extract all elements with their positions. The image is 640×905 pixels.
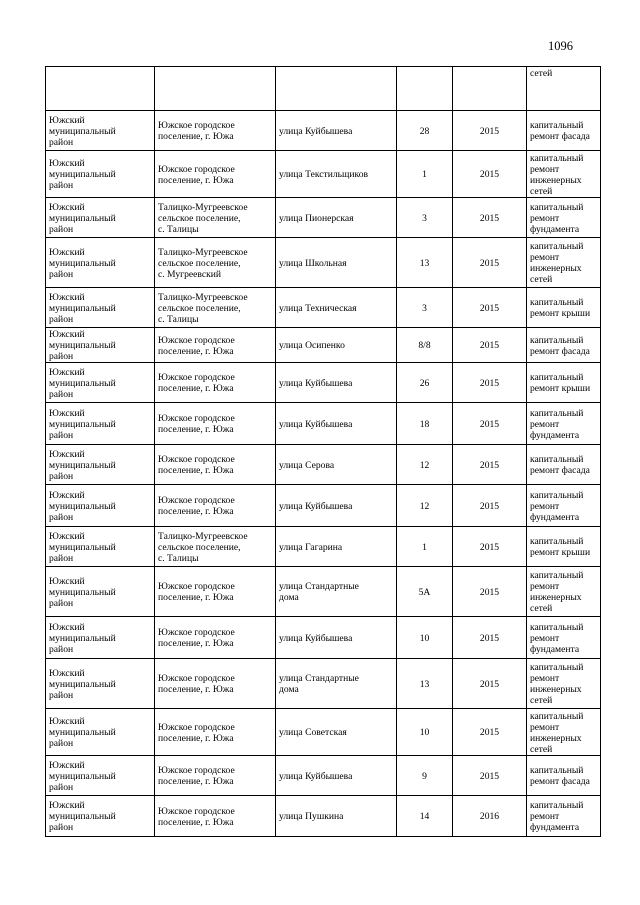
house-number-cell xyxy=(397,617,453,659)
street-cell xyxy=(276,756,397,796)
work-type-cell xyxy=(527,445,601,485)
work-type-cell xyxy=(527,796,601,837)
settlement-cell xyxy=(155,527,276,567)
work-type-text: капитальный ремонт фундамента xyxy=(530,407,584,441)
year-text: 2015 xyxy=(479,418,500,430)
street-cell xyxy=(276,67,397,111)
table-row xyxy=(46,288,601,328)
street-text: улица Куйбышева xyxy=(279,632,353,644)
region-text: Южский муниципальный район xyxy=(49,489,116,523)
house-number-cell xyxy=(397,328,453,363)
year-text: 2015 xyxy=(479,212,500,224)
settlement-cell xyxy=(155,403,276,445)
table-row xyxy=(46,151,601,198)
region-text: Южский муниципальный район xyxy=(49,201,116,235)
street-text: улица Пионерская xyxy=(279,212,354,224)
house-number-text: 12 xyxy=(419,500,430,512)
house-number-cell xyxy=(397,111,453,151)
work-type-cell xyxy=(527,659,601,709)
settlement-text: Южское городское поселение, г. Южа xyxy=(158,673,235,695)
region-cell xyxy=(46,796,155,837)
settlement-cell xyxy=(155,67,276,111)
house-number-cell xyxy=(397,363,453,403)
street-cell xyxy=(276,403,397,445)
settlement-text: Южское городское поселение, г. Южа xyxy=(158,454,235,476)
region-cell xyxy=(46,617,155,659)
year-cell xyxy=(453,151,527,198)
street-text: улица Осипенко xyxy=(279,340,345,351)
work-type-text: капитальный ремонт крыши xyxy=(530,297,591,319)
continuation-row xyxy=(46,67,601,111)
settlement-text: Южское городское поселение, г. Южа xyxy=(158,805,235,828)
work-type-cell xyxy=(527,527,601,567)
settlement-text: Южское городское поселение, г. Южа xyxy=(158,413,235,435)
year-cell xyxy=(453,796,527,837)
region-cell xyxy=(46,709,155,756)
house-number-cell xyxy=(397,527,453,567)
settlement-cell xyxy=(155,363,276,403)
street-text: улица Школьная xyxy=(279,257,347,269)
house-number-cell xyxy=(397,485,453,527)
region-text: Южский муниципальный район xyxy=(49,448,116,482)
region-cell xyxy=(46,328,155,363)
house-number-cell xyxy=(397,151,453,198)
year-cell xyxy=(453,659,527,709)
work-type-cell xyxy=(527,288,601,328)
settlement-text: Южское городское поселение, г. Южа xyxy=(158,163,235,186)
house-number-text: 8/8 xyxy=(418,340,431,351)
work-type-text: капитальный ремонт фасада xyxy=(530,454,590,476)
work-type-text: капитальный ремонт крыши xyxy=(530,372,591,394)
year-text: 2015 xyxy=(479,257,500,269)
house-number-cell xyxy=(397,659,453,709)
settlement-cell xyxy=(155,151,276,198)
settlement-text: Южское городское поселение, г. Южа xyxy=(158,581,235,603)
house-number-cell xyxy=(397,403,453,445)
street-cell xyxy=(276,567,397,617)
work-type-cell xyxy=(527,67,601,111)
work-type-text: капитальный ремонт фундамента xyxy=(530,800,584,833)
settlement-text: Южское городское поселение, г. Южа xyxy=(158,372,235,394)
region-text: Южский муниципальный район xyxy=(49,800,116,833)
year-text: 2015 xyxy=(479,541,500,553)
table-row xyxy=(46,485,601,527)
work-type-text: капитальный ремонт крыши xyxy=(530,536,591,558)
house-number-text: 26 xyxy=(419,377,430,389)
house-number-text: 12 xyxy=(419,459,430,471)
year-text: 2015 xyxy=(479,586,500,598)
year-text: 2015 xyxy=(479,169,500,180)
settlement-cell xyxy=(155,756,276,796)
page-number: 1096 xyxy=(548,39,573,53)
table-row xyxy=(46,445,601,485)
region-text: Южский муниципальный район xyxy=(49,530,116,564)
settlement-cell xyxy=(155,328,276,363)
house-number-text: 3 xyxy=(422,302,427,314)
street-cell xyxy=(276,111,397,151)
street-cell xyxy=(276,363,397,403)
region-cell xyxy=(46,567,155,617)
table-row xyxy=(46,796,601,837)
region-text: Южский муниципальный район xyxy=(49,575,116,609)
work-type-cell xyxy=(527,756,601,796)
year-text: 2015 xyxy=(479,500,500,512)
region-cell xyxy=(46,151,155,198)
work-type-cell xyxy=(527,238,601,288)
region-text: Южский муниципальный район xyxy=(49,407,116,441)
settlement-text: Южское городское поселение, г. Южа xyxy=(158,495,235,517)
region-text: Южский муниципальный район xyxy=(49,246,116,280)
street-text: улица Советская xyxy=(279,727,347,738)
region-cell xyxy=(46,288,155,328)
street-text: улица Куйбышева xyxy=(279,377,353,389)
region-text: Южский муниципальный район xyxy=(49,329,116,362)
settlement-cell xyxy=(155,111,276,151)
work-type-text: капитальный ремонт инженерных сетей xyxy=(530,152,584,197)
house-number-text: 14 xyxy=(419,811,430,822)
street-text: улица Стандартные дома xyxy=(279,673,359,695)
region-text: Южский муниципальный район xyxy=(49,621,116,655)
work-type-cell xyxy=(527,111,601,151)
region-cell xyxy=(46,238,155,288)
work-type-text: капитальный ремонт фундамента xyxy=(530,489,584,523)
house-number-text: 9 xyxy=(422,770,427,782)
street-cell xyxy=(276,288,397,328)
region-text: Южский муниципальный район xyxy=(49,158,116,191)
year-cell xyxy=(453,527,527,567)
settlement-cell xyxy=(155,485,276,527)
house-number-text: 1 xyxy=(422,169,427,180)
street-text: улица Куйбышева xyxy=(279,125,353,137)
street-text: улица Текстильщиков xyxy=(279,169,369,180)
region-cell xyxy=(46,445,155,485)
house-number-text: 3 xyxy=(422,212,427,224)
work-type-text: капитальный ремонт инженерных сетей xyxy=(530,662,584,706)
year-cell xyxy=(453,567,527,617)
street-cell xyxy=(276,238,397,288)
settlement-text: Южское городское поселение, г. Южа xyxy=(158,765,235,787)
street-cell xyxy=(276,796,397,837)
table-row xyxy=(46,111,601,151)
house-number-text: 10 xyxy=(419,727,430,738)
street-cell xyxy=(276,328,397,363)
table-row xyxy=(46,659,601,709)
region-cell xyxy=(46,756,155,796)
street-text: улица Стандартные дома xyxy=(279,581,359,603)
house-number-cell xyxy=(397,796,453,837)
house-number-cell xyxy=(397,198,453,238)
work-type-text: капитальный ремонт фасада xyxy=(530,765,590,787)
region-cell xyxy=(46,198,155,238)
work-type-cell xyxy=(527,198,601,238)
region-cell xyxy=(46,485,155,527)
settlement-cell xyxy=(155,659,276,709)
work-type-cell xyxy=(527,567,601,617)
region-text: Южский муниципальный район xyxy=(49,114,116,148)
table-row xyxy=(46,617,601,659)
house-number-cell xyxy=(397,756,453,796)
street-text: улица Гагарина xyxy=(279,541,343,553)
settlement-text: Южское городское поселение, г. Южа xyxy=(158,120,235,142)
year-cell xyxy=(453,67,527,111)
street-cell xyxy=(276,617,397,659)
work-type-cell xyxy=(527,328,601,363)
year-text: 2015 xyxy=(479,459,500,471)
table-row xyxy=(46,328,601,363)
year-text: 2015 xyxy=(479,727,500,738)
year-text: 2015 xyxy=(479,678,500,690)
year-text: 2015 xyxy=(479,770,500,782)
street-text: улица Техническая xyxy=(279,302,357,314)
work-type-text: капитальный ремонт инженерных сетей xyxy=(530,710,584,755)
settlement-cell xyxy=(155,567,276,617)
table-row xyxy=(46,403,601,445)
house-number-cell xyxy=(397,445,453,485)
house-number-cell xyxy=(397,567,453,617)
work-type-text: капитальный ремонт фасада xyxy=(530,334,590,357)
table-row xyxy=(46,198,601,238)
house-number-text: 13 xyxy=(419,678,430,690)
settlement-cell xyxy=(155,445,276,485)
table-row xyxy=(46,567,601,617)
work-type-text: капитальный ремонт фундамента xyxy=(530,201,584,235)
house-number-cell xyxy=(397,709,453,756)
street-text: улица Пушкина xyxy=(279,811,344,822)
region-text: Южский муниципальный район xyxy=(49,759,116,793)
street-text: улица Куйбышева xyxy=(279,500,353,512)
house-number-cell xyxy=(397,288,453,328)
year-text: 2015 xyxy=(479,125,500,137)
housing-repair-table xyxy=(45,66,601,837)
house-number-text: 18 xyxy=(419,418,430,430)
year-text: 2015 xyxy=(479,340,500,351)
street-cell xyxy=(276,527,397,567)
year-cell xyxy=(453,328,527,363)
street-cell xyxy=(276,151,397,198)
house-number-cell xyxy=(397,238,453,288)
work-type-text: капитальный ремонт инженерных сетей xyxy=(530,570,584,614)
settlement-cell xyxy=(155,288,276,328)
year-text: 2016 xyxy=(479,811,500,822)
year-cell xyxy=(453,238,527,288)
region-cell xyxy=(46,363,155,403)
work-type-cell xyxy=(527,709,601,756)
street-cell xyxy=(276,485,397,527)
street-cell xyxy=(276,659,397,709)
settlement-text: Талицко-Мугреевское сельское поселение, с. Мугреевский xyxy=(158,246,248,280)
table-row xyxy=(46,756,601,796)
settlement-cell xyxy=(155,709,276,756)
settlement-text: Талицко-Мугреевское сельское поселение, с. Талицы xyxy=(158,201,248,235)
work-type-cell xyxy=(527,151,601,198)
work-type-text: капитальный ремонт инженерных сетей xyxy=(530,241,584,285)
settlement-cell xyxy=(155,617,276,659)
region-text: Южский муниципальный район xyxy=(49,716,116,749)
table-row xyxy=(46,363,601,403)
settlement-text: Южское городское поселение, г. Южа xyxy=(158,721,235,744)
street-cell xyxy=(276,709,397,756)
house-number-text: 10 xyxy=(419,632,430,644)
year-cell xyxy=(453,363,527,403)
work-type-cell xyxy=(527,403,601,445)
work-type-text: капитальный ремонт фундамента xyxy=(530,621,584,655)
year-cell xyxy=(453,756,527,796)
street-cell xyxy=(276,445,397,485)
year-cell xyxy=(453,709,527,756)
year-cell xyxy=(453,198,527,238)
settlement-text: Талицко-Мугреевское сельское поселение, с. Талицы xyxy=(158,291,248,325)
region-text: Южский муниципальный район xyxy=(49,366,116,400)
street-text: улица Куйбышева xyxy=(279,418,353,430)
year-cell xyxy=(453,485,527,527)
street-cell xyxy=(276,198,397,238)
work-type-cell xyxy=(527,485,601,527)
settlement-text: Южское городское поселение, г. Южа xyxy=(158,627,235,649)
year-cell xyxy=(453,403,527,445)
house-number-text: 28 xyxy=(419,125,430,137)
region-cell xyxy=(46,527,155,567)
year-text: 2015 xyxy=(479,377,500,389)
region-text: Южский муниципальный район xyxy=(49,291,116,325)
region-cell xyxy=(46,111,155,151)
settlement-text: Талицко-Мугреевское сельское поселение, с. Талицы xyxy=(158,530,248,564)
settlement-text: Южское городское поселение, г. Южа xyxy=(158,334,235,357)
table-row xyxy=(46,527,601,567)
house-number-text: 5А xyxy=(418,586,431,598)
region-cell xyxy=(46,67,155,111)
house-number-cell xyxy=(397,67,453,111)
year-cell xyxy=(453,111,527,151)
settlement-cell xyxy=(155,238,276,288)
region-text: Южский муниципальный район xyxy=(49,667,116,701)
street-text: улица Куйбышева xyxy=(279,770,353,782)
table-body xyxy=(46,67,601,837)
street-text: улица Серова xyxy=(279,459,335,471)
work-type-text: сетей xyxy=(530,68,553,79)
year-text: 2015 xyxy=(479,302,500,314)
work-type-cell xyxy=(527,363,601,403)
year-cell xyxy=(453,445,527,485)
region-cell xyxy=(46,659,155,709)
region-cell xyxy=(46,403,155,445)
table-row xyxy=(46,709,601,756)
house-number-text: 13 xyxy=(419,257,430,269)
year-cell xyxy=(453,617,527,659)
work-type-text: капитальный ремонт фасада xyxy=(530,120,590,142)
work-type-cell xyxy=(527,617,601,659)
settlement-cell xyxy=(155,796,276,837)
year-cell xyxy=(453,288,527,328)
house-number-text: 1 xyxy=(422,541,427,553)
year-text: 2015 xyxy=(479,632,500,644)
table-row xyxy=(46,238,601,288)
settlement-cell xyxy=(155,198,276,238)
